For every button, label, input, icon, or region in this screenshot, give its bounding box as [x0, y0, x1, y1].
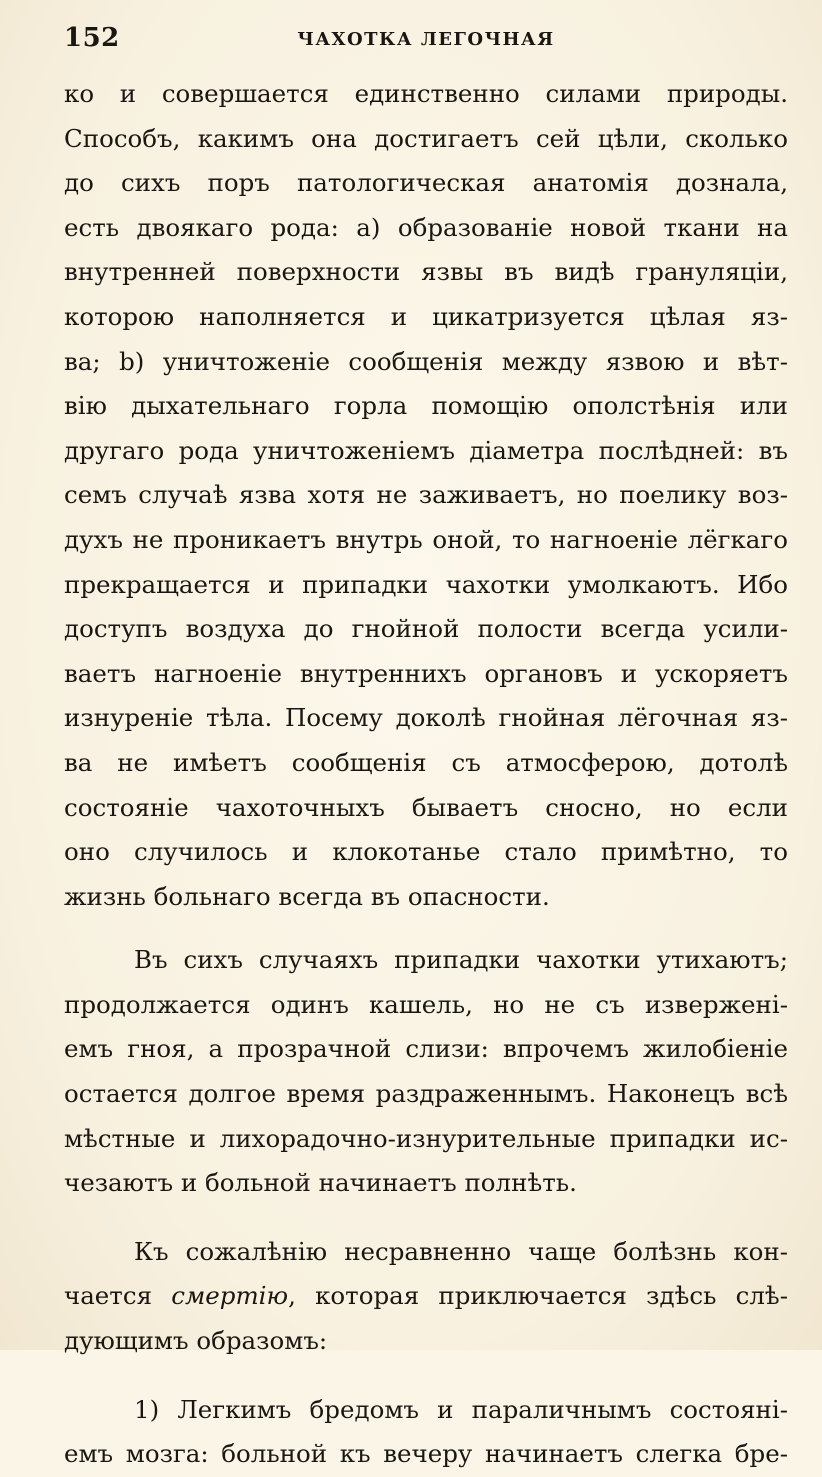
text-line: емъ гноя, а прозрачной слизи: впрочемъ жилобіеніе	[64, 1034, 788, 1064]
text-line: остается долгое время раздраженнымъ. Наконецъ всѣ	[64, 1079, 788, 1109]
paragraph-gap	[64, 919, 788, 938]
text-fragment: чается	[64, 1281, 172, 1311]
text-line: Способъ, какимъ она достигаетъ сей цѣли, сколько	[64, 123, 788, 153]
text-line: вію дыхательнаго горла помощію ополстѣнія или	[64, 391, 788, 421]
text-line: емъ мозга: больной къ вечеру начинаетъ слегка бре-	[64, 1439, 788, 1469]
text-line: ваетъ нагноеніе внутреннихъ органовъ и ускоряетъ	[64, 658, 788, 688]
text-line: ко и совершается единственно силами природы.	[64, 79, 788, 108]
text-line: изнуреніе тѣла. Посему доколѣ гнойная лёгочная яз-	[64, 703, 788, 733]
text-line: продолжается одинъ кашель, но не съ изверженi-	[64, 989, 788, 1019]
text-line: прекращается и припадки чахотки умолкаютъ. Ибо	[64, 569, 788, 599]
page-number: 152	[64, 23, 120, 53]
text-line: семъ случаѣ язва хотя не заживаетъ, но поелику воз-	[64, 480, 788, 510]
text-line: внутренней поверхности язвы въ видѣ грануляціи,	[64, 257, 788, 287]
text-line: до сихъ поръ патологическая анатомія дознала,	[64, 168, 788, 198]
text-line: состояніе чахоточныхъ бываетъ сносно, но если	[64, 792, 788, 822]
paragraph-3	[64, 1230, 788, 1364]
text-fragment: , которая приключается здѣсь слѣ-	[288, 1281, 788, 1311]
text-line: которою наполняется и цикатризуется цѣлая яз-	[64, 301, 788, 331]
text-line: доступъ воздуха до гнойной полости всегда усили-	[64, 614, 788, 644]
text-line: дующимъ образомъ:	[64, 1326, 328, 1356]
text-line	[64, 1274, 788, 1319]
text-line: чезаютъ и больной начинаетъ полнѣть.	[64, 1168, 577, 1198]
text-line: Въ сихъ случаяхъ припадки чахотки утихаютъ;	[134, 945, 788, 975]
text-line: другаго рода уничтоженіемъ діаметра послѣдней: въ	[64, 435, 788, 465]
text-line: жизнь больнаго всегда въ опасности.	[64, 881, 550, 911]
text-line: мѣстные и лихорадочно-изнурительные припадки ис-	[64, 1123, 788, 1153]
page-body	[64, 72, 788, 1477]
text-line: Къ сожалѣнію несравненно чаще болѣзнь кон-	[134, 1236, 788, 1266]
text-line: есть двоякаго рода: a) образованіе новой ткани на	[64, 212, 788, 242]
paragraph-4	[64, 1388, 788, 1477]
text-line: ва не имѣетъ сообщенія съ атмосферою, дотолѣ	[64, 747, 788, 777]
emphasized-word: смертію	[171, 1281, 289, 1311]
text-line: ва; b) уничтоженіе сообщенія между язвою и вѣт-	[64, 346, 788, 376]
paragraph-1	[64, 72, 788, 919]
paragraph-gap	[64, 1364, 788, 1388]
running-title: ЧАХОТКА ЛЕГОЧНАЯ	[297, 29, 555, 50]
text-line: духъ не проникаетъ внутрь оной, то нагноеніе лёгкаго	[64, 524, 788, 554]
text-line: оно случилось и клокотанье стало примѣтно, то	[64, 837, 788, 867]
text-line: 1) Легкимъ бредомъ и параличнымъ состояні-	[134, 1394, 788, 1424]
page-header	[64, 18, 788, 58]
paragraph-2	[64, 938, 788, 1206]
paragraph-gap	[64, 1206, 788, 1230]
